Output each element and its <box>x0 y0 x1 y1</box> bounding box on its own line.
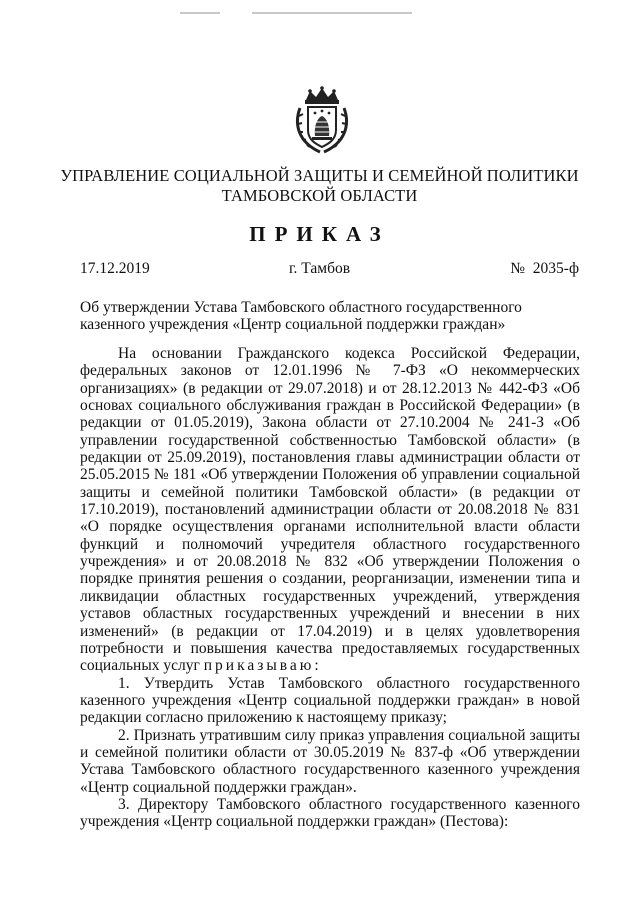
preamble-paragraph <box>80 345 580 675</box>
scan-artifact <box>180 12 220 14</box>
order-keyword: приказываю: <box>203 657 322 675</box>
scan-artifact <box>252 12 412 14</box>
document-title: ПРИКАЗ <box>249 222 390 246</box>
order-subject: Об утверждении Устава Тамбовского областного государственного казенного учреждения «Центр социальной поддержки граждан» <box>80 299 522 333</box>
tambov-coat-of-arms-icon <box>294 86 350 156</box>
order-city: г. Тамбов <box>288 260 351 277</box>
order-date: 17.12.2019 <box>80 260 150 277</box>
organization-name-line1: УПРАВЛЕНИЕ СОЦИАЛЬНОЙ ЗАЩИТЫ И СЕМЕЙНОЙ ПОЛИТИКИ <box>60 166 579 185</box>
order-item-2: 2. Признать утратившим силу приказ управления социальной защиты и семейной политики области от 30.05.2019 № 837-ф «Об утверждении Устава Тамбовского областного государственного казенного учреждения «Центр социальной поддержки граждан». <box>80 726 580 796</box>
preamble-text: На основании Гражданского кодекса Российской Федерации, федеральных законов от 12.01.1996 № 7-ФЗ «О некоммерческих организациях» (в редакции от 29.07.2018) и от 28.12.2013 № 442-ФЗ «Об основах социального обслуживания граждан в Российской Федерации» (в редакции от 01.05.2019), Закона области от 27.10.2004 № 241-З «Об управлении государственной собственностью Тамбовской области» (в редакции от 25.09.2019), постановления главы администрации области от 25.05.2015 № 181 «Об утверждении Положения об управлении социальной защиты и семейной политики Тамбовской области» (в редакции от 17.10.2019), постановлений администрации области от 20.08.2018 № 831 «О порядке осуществления органами исполнительной власти области функций и полномочий учредителя областного государственного учреждения» и от 20.08.2018 № 832 «Об утверждении Положения о порядке принятия решения о создании, реорганизации, изменении типа и ликвидации областных государственных учреждений, утверждения уставов областных государственных учреждений и внесении в них изменений» (в редакции от 17.04.2019) и в целях удовлетворения потребности и повышения качества предоставляемых государственных социальных услуг <box>80 345 580 675</box>
order-item-3: 3. Директору Тамбовского областного государственного казенного учреждения «Центр социальной поддержки граждан» (Пестова): <box>80 795 580 831</box>
organization-name-line2: ТАМБОВСКОЙ ОБЛАСТИ <box>221 186 418 205</box>
order-item-1: 1. Утвердить Устав Тамбовского областного государственного казенного учреждения «Центр социальной поддержки граждан» в новой редакции согласно приложению к настоящему приказу; <box>80 674 580 727</box>
order-body <box>80 345 580 831</box>
order-number: № 2035-ф <box>510 260 579 277</box>
